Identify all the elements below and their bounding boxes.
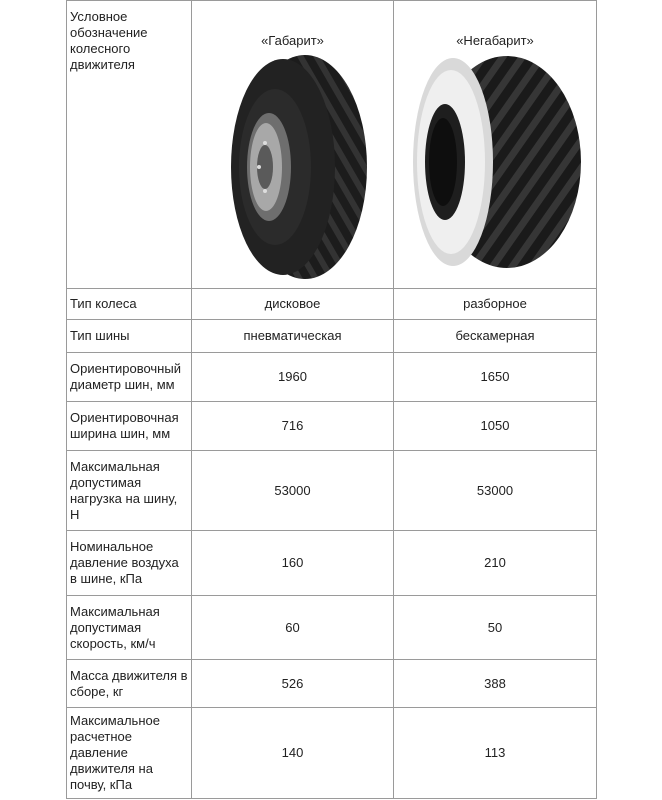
negabarit-value: 50 <box>394 596 597 660</box>
table-row <box>67 660 597 708</box>
negabarit-value: 1050 <box>394 402 597 451</box>
header-label: Условное обозначение колесного движителя <box>67 1 192 289</box>
gabarit-value: 1960 <box>192 353 394 402</box>
row-label: Ориентировочная ширина шин, мм <box>67 402 192 451</box>
header-row <box>67 1 597 289</box>
negabarit-value: 53000 <box>394 451 597 531</box>
gabarit-value: 140 <box>192 708 394 799</box>
negabarit-title: «Негабарит» <box>456 33 534 48</box>
negabarit-value: 388 <box>394 660 597 708</box>
gabarit-value: 160 <box>192 531 394 596</box>
tire-gabarit-image <box>213 51 373 283</box>
negabarit-value: бескамерная <box>394 320 597 353</box>
row-label: Масса движителя в сборе, кг <box>67 660 192 708</box>
row-label: Максимальная допустимая скорость, км/ч <box>67 596 192 660</box>
table-row <box>67 320 597 353</box>
row-label: Номинальное давление воздуха в шине, кПа <box>67 531 192 596</box>
row-label: Максимальное расчетное давление движителя на почву, кПа <box>67 708 192 799</box>
table-row <box>67 289 597 320</box>
table-row <box>67 596 597 660</box>
negabarit-value: разборное <box>394 289 597 320</box>
table-row <box>67 353 597 402</box>
table-row <box>67 531 597 596</box>
row-label: Тип шины <box>67 320 192 353</box>
gabarit-value: пневматическая <box>192 320 394 353</box>
row-label: Ориентировочный диаметр шин, мм <box>67 353 192 402</box>
negabarit-value: 1650 <box>394 353 597 402</box>
gabarit-value: 53000 <box>192 451 394 531</box>
gabarit-value: 60 <box>192 596 394 660</box>
gabarit-value: 526 <box>192 660 394 708</box>
gabarit-value: 716 <box>192 402 394 451</box>
gabarit-value: дисковое <box>192 289 394 320</box>
spec-table-wrapper <box>66 0 596 800</box>
gabarit-title: «Габарит» <box>261 33 324 48</box>
table-row <box>67 708 597 799</box>
row-label: Максимальная допустимая нагрузка на шину, Н <box>67 451 192 531</box>
tire-negabarit-image <box>405 51 585 273</box>
gabarit-column-header <box>192 1 394 289</box>
negabarit-value: 113 <box>394 708 597 799</box>
table-row <box>67 402 597 451</box>
row-label: Тип колеса <box>67 289 192 320</box>
table-row <box>67 451 597 531</box>
negabarit-value: 210 <box>394 531 597 596</box>
tire-comparison-table <box>66 0 597 799</box>
negabarit-column-header <box>394 1 597 289</box>
